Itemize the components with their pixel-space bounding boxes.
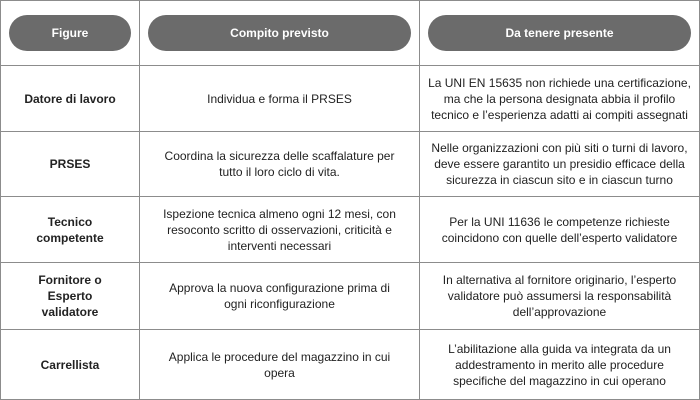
- header-cell-note: [420, 1, 699, 66]
- note-cell-text: [448, 341, 671, 389]
- note-cell-line: deve essere garantito un presidio efficace della: [434, 157, 685, 171]
- task-cell-text: [207, 91, 352, 107]
- figure-cell-text: [24, 91, 115, 107]
- task-cell: [140, 197, 420, 263]
- note-cell-line: sicurezza in ciascun sito e in ciascun turno: [446, 173, 673, 187]
- header-task: Compito previsto: [148, 15, 411, 51]
- header-note: Da tenere presente: [428, 15, 691, 51]
- figure-cell: [1, 66, 140, 132]
- note-cell-line: tecnico e l’esperienza adatti ai compiti assegnati: [431, 107, 688, 122]
- figure-cell-line: PRSES: [49, 157, 91, 171]
- task-cell-line: Applica le procedure del magazzino in cui: [168, 349, 391, 364]
- table-grid: [1, 1, 699, 399]
- task-cell-line: Ispezione tecnica almeno ogni 12 mesi, con: [163, 206, 396, 221]
- note-cell-line: validatore può assumersi la responsabilità: [447, 289, 672, 303]
- note-cell-text: [442, 214, 678, 246]
- task-cell-line: Coordina la sicurezza delle scaffalature per: [164, 149, 395, 163]
- header-cell-task: [140, 1, 420, 66]
- figure-cell-text: [36, 214, 103, 246]
- task-cell-line: resoconto scritto di osservazioni, criticità e: [167, 222, 392, 237]
- note-cell-text: [431, 140, 687, 188]
- header-figure: Figure: [9, 15, 131, 51]
- task-cell-text: [165, 148, 395, 180]
- task-cell: [140, 263, 420, 330]
- note-cell-line: addestramento in merito alle procedure: [455, 357, 664, 372]
- figure-cell-line: Carrellista: [40, 357, 100, 372]
- figure-cell-line: competente: [36, 230, 104, 245]
- figure-cell-text: [38, 272, 101, 320]
- task-cell: [140, 330, 420, 399]
- note-cell-line: ma che la persona designata abbia il profilo: [443, 91, 676, 106]
- task-cell-text: [169, 349, 390, 381]
- note-cell-line: Per la UNI 11636 le competenze richieste: [449, 214, 670, 229]
- figure-cell: [1, 132, 140, 197]
- figure-cell: [1, 330, 140, 399]
- figure-cell-line: Datore di lavoro: [24, 91, 116, 106]
- figure-cell-text: [41, 357, 100, 373]
- figure-cell-line: Esperto: [47, 289, 93, 303]
- task-cell-line: opera: [264, 365, 295, 380]
- figure-cell-line: Tecnico: [47, 214, 93, 229]
- figure-cell: [1, 197, 140, 263]
- note-cell-line: Nelle organizzazioni con più siti o turni di lavoro,: [431, 141, 688, 155]
- note-cell-line: In alternativa al fornitore originario, l’esperto: [442, 273, 677, 287]
- note-cell-line: coincidono con quelle dell’esperto validatore: [441, 230, 678, 245]
- figure-cell-line: Fornitore o: [38, 273, 102, 287]
- note-cell-text: [443, 272, 676, 320]
- note-cell-line: dell’approvazione: [512, 305, 607, 319]
- figure-cell: [1, 263, 140, 330]
- header-cell-figure: [1, 1, 140, 66]
- note-cell: [420, 66, 699, 132]
- note-cell-line: specifiche del magazzino in cui operano: [453, 373, 666, 388]
- task-cell-text: [169, 280, 390, 312]
- note-cell-line: L’abilitazione alla guida va integrata da un: [448, 341, 671, 356]
- task-cell-line: interventi necessari: [227, 238, 332, 253]
- note-cell: [420, 132, 699, 197]
- note-cell-text: [428, 75, 691, 123]
- task-cell: [140, 132, 420, 197]
- task-cell-line: ogni riconfigurazione: [224, 297, 335, 311]
- note-cell-line: La UNI EN 15635 non richiede una certificazione,: [428, 75, 691, 90]
- task-cell-line: Individua e forma il PRSES: [207, 91, 352, 106]
- figure-cell-text: [50, 156, 91, 172]
- task-cell-text: [163, 206, 396, 254]
- figure-cell-line: validatore: [41, 305, 99, 319]
- note-cell: [420, 263, 699, 330]
- note-cell: [420, 330, 699, 399]
- task-cell-line: tutto il loro ciclo di vita.: [219, 165, 340, 179]
- task-cell-line: Approva la nuova configurazione prima di: [169, 281, 390, 295]
- task-cell: [140, 66, 420, 132]
- note-cell: [420, 197, 699, 263]
